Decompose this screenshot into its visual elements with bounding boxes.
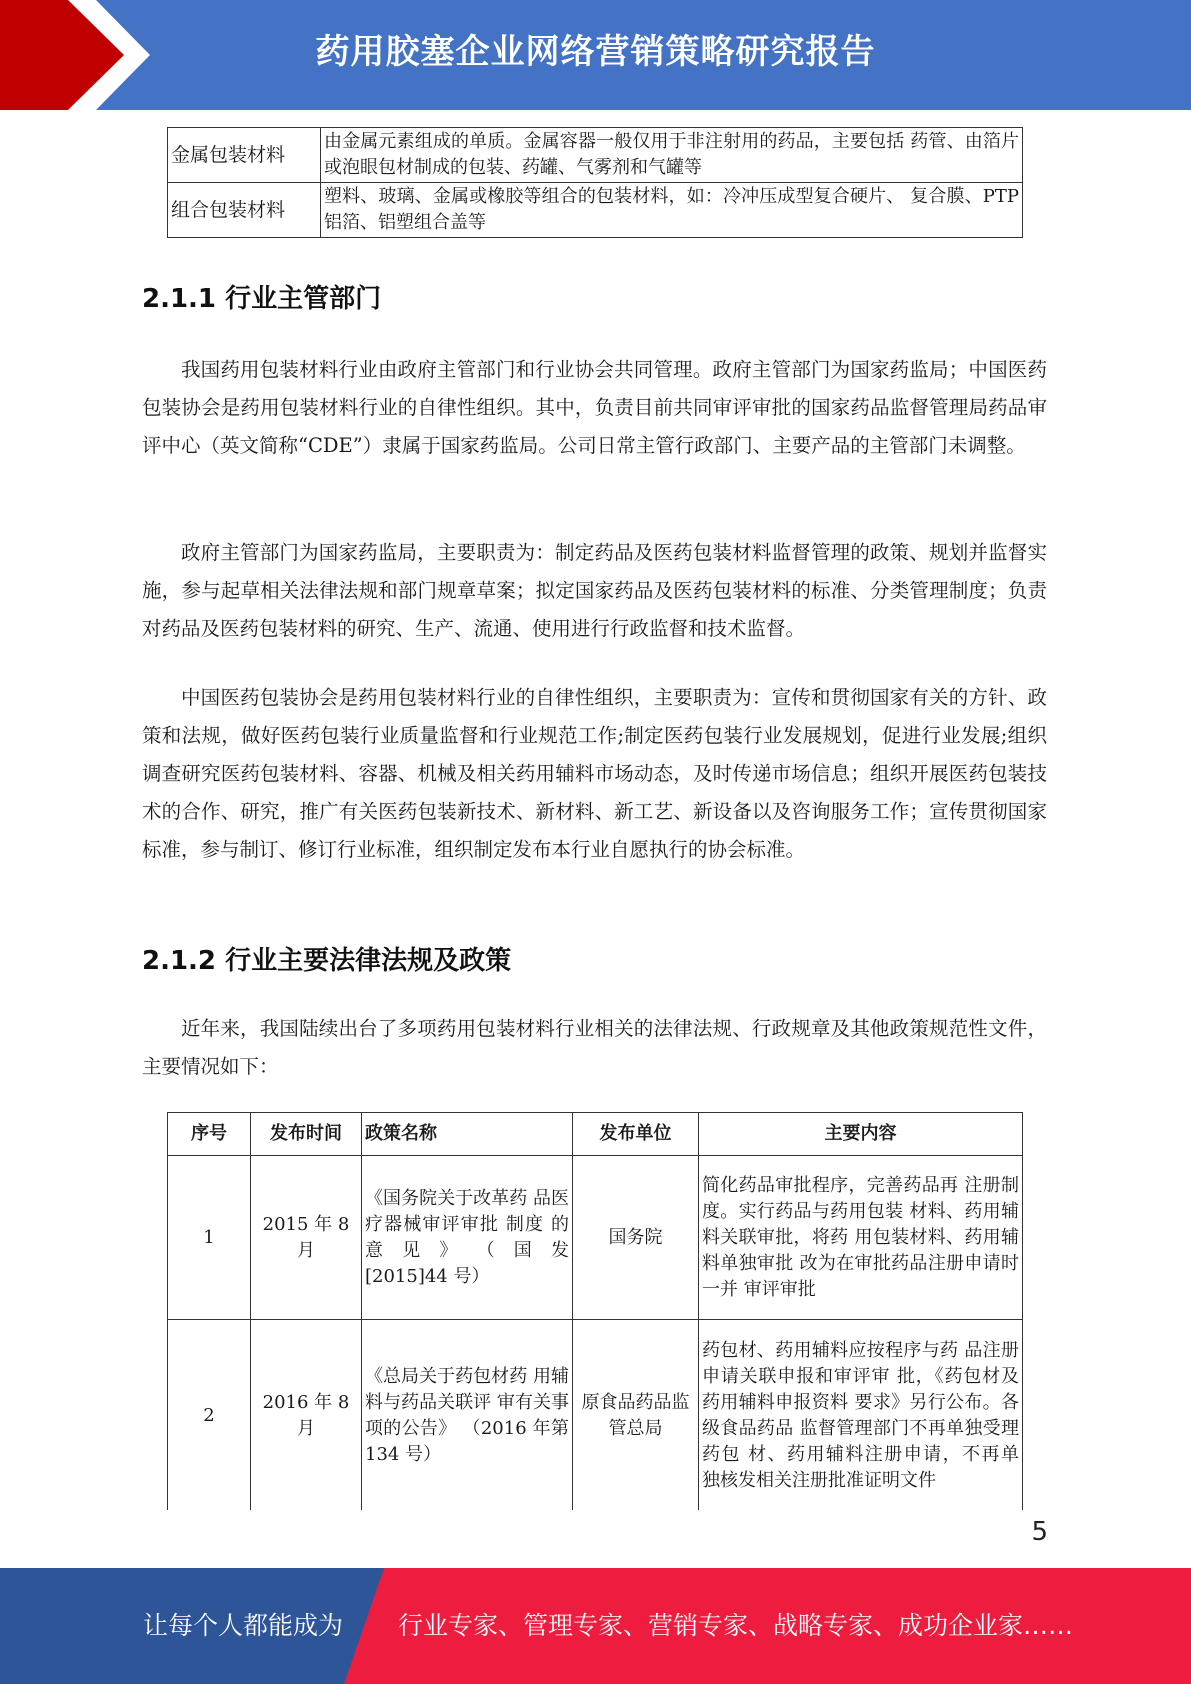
section-heading-2-1-1: 2.1.1 行业主管部门 — [142, 284, 382, 314]
page-header — [0, 0, 1191, 110]
material-description: 由金属元素组成的单质。金属容器一般仅用于非注射用的药品，主要包括 药管、由箔片或泡眼包材制成的包装、药罐、气雾剂和气罐等 — [321, 128, 1023, 183]
page-footer — [0, 1568, 1191, 1684]
page-number: 5 — [1031, 1517, 1048, 1547]
table-row — [168, 183, 1023, 238]
material-name: 金属包装材料 — [168, 128, 321, 183]
table-row — [168, 1156, 1023, 1320]
cell-content: 简化药品审批程序，完善药品再 注册制度。实行药品与药用包装 材料、药用辅料关联审批，将药 用包装材料、药用辅料单独审批 改为在审批药品注册申请时一并 审评审批 — [699, 1156, 1023, 1320]
cell-content: 药包材、药用辅料应按程序与药 品注册申请关联申报和审评审 批，《药包材及药用辅料申报资料 要求》另行公布。各级食品药品 监督管理部门不再单独受理药包 材、药用辅料注册申请，不再单 独核发相关注册批准证明文件 — [699, 1320, 1023, 1511]
cell-policy-name: 《总局关于药包材药 用辅料与药品关联评 审有关事项的公告》 （2016 年第 134 号） — [362, 1320, 573, 1511]
column-header: 政策名称 — [362, 1113, 573, 1156]
paragraph: 我国药用包装材料行业由政府主管部门和行业协会共同管理。政府主管部门为国家药监局；中国医药包装协会是药用包装材料行业的自律性组织。其中，负责目前共同审评审批的国家药品监督管理局药品审评中心（英文简称“CDE”）隶属于国家药监局。公司日常主管行政部门、主要产品的主管部门未调整。 — [142, 358, 1047, 457]
material-name: 组合包装材料 — [168, 183, 321, 238]
cell-date: 2015 年 8 月 — [251, 1156, 362, 1320]
section-heading-2-1-2: 2.1.2 行业主要法律法规及政策 — [142, 946, 512, 976]
column-header: 发布时间 — [251, 1113, 362, 1156]
cell-issuer: 国务院 — [573, 1156, 699, 1320]
report-title: 药用胶塞企业网络营销策略研究报告 — [315, 32, 876, 72]
cell-date: 2016 年 8 月 — [251, 1320, 362, 1511]
footer-slogan-right: 行业专家、管理专家、营销专家、战略专家、成功企业家…… — [398, 1611, 1074, 1640]
table-header-row — [168, 1113, 1023, 1156]
column-header: 主要内容 — [699, 1113, 1023, 1156]
table-row — [168, 1320, 1023, 1511]
cell-number: 1 — [168, 1156, 251, 1320]
column-header: 发布单位 — [573, 1113, 699, 1156]
paragraph: 政府主管部门为国家药监局，主要职责为：制定药品及医药包装材料监督管理的政策、规划并监督实施，参与起草相关法律法规和部门规章草案；拟定国家药品及医药包装材料的标准、分类管理制度；负责对药品及医药包装材料的研究、生产、流通、使用进行行政监督和技术监督。 — [142, 541, 1047, 640]
material-description: 塑料、玻璃、金属或橡胶等组合的包装材料，如：冷冲压成型复合硬片、 复合膜、PTP 铝箔、铝塑组合盖等 — [321, 183, 1023, 238]
policy-table — [167, 1112, 1023, 1510]
column-header: 序号 — [168, 1113, 251, 1156]
cell-number: 2 — [168, 1320, 251, 1511]
table-row — [168, 128, 1023, 183]
cell-issuer: 原食品药品监管总局 — [573, 1320, 699, 1511]
paragraph: 中国医药包装协会是药用包装材料行业的自律性组织，主要职责为：宣传和贯彻国家有关的方针、政策和法规，做好医药包装行业质量监督和行业规范工作;制定医药包装行业发展规划，促进行业发展;组织调查研究医药包装材料、容器、机械及相关药用辅料市场动态，及时传递市场信息；组织开展医药包装技术的合作、研究，推广有关医药包装新技术、新材料、新工艺、新设备以及咨询服务工作；宣传贯彻国家标准，参与制订、修订行业标准，组织制定发布本行业自愿执行的协会标准。 — [142, 686, 1047, 861]
paragraph: 近年来，我国陆续出台了多项药用包装材料行业相关的法律法规、行政规章及其他政策规范性文件，主要情况如下： — [142, 1017, 1047, 1078]
cell-policy-name: 《国务院关于改革药 品医疗器械审评审批 制度 的 意 见 》 （ 国 发 [2015]44 号） — [362, 1156, 573, 1320]
materials-table — [167, 127, 1023, 238]
footer-slogan-left: 让每个人都能成为 — [143, 1611, 344, 1640]
policy-table-container — [160, 1108, 1030, 1510]
